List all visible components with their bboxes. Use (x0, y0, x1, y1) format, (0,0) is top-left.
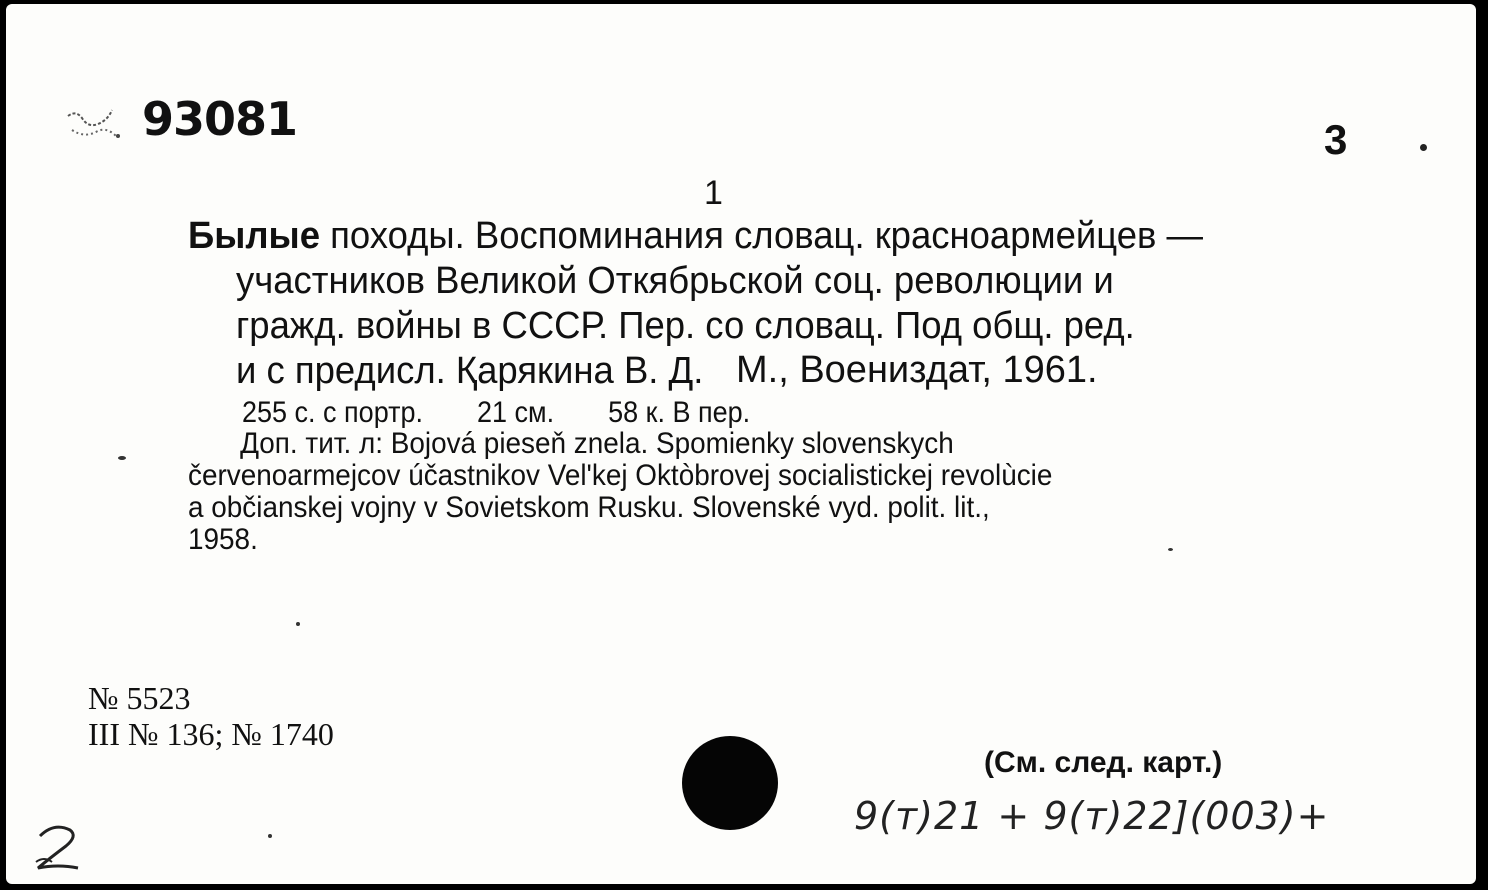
entry-line-4: и с предисл. Қарякина В. Д. (236, 350, 704, 392)
accession-line-2: III № 136; № 1740 (88, 716, 334, 752)
entry-line-3: гражд. войны в СССР. Пер. со словац. Под общ. ред. (236, 305, 1135, 347)
stamp-mark-icon (58, 96, 128, 151)
pages: 255 с. с портр. (242, 396, 423, 429)
volume-number: 1 (704, 174, 723, 212)
title-note (188, 428, 1285, 556)
accession-line-1: № 5523 (88, 680, 191, 716)
dot-mark (1420, 144, 1427, 151)
punch-hole (682, 736, 778, 830)
accession-numbers (88, 680, 334, 752)
note-line-1: Доп. тит. л: Bojová pieseň znela. Spomienky slovenskych (240, 427, 954, 460)
price: 58 к. В пер. (608, 396, 751, 429)
handwritten-mark-icon (26, 818, 90, 878)
physical-description (242, 396, 804, 430)
speck (296, 622, 300, 626)
imprint: М., Воениздат, 1961. (736, 349, 1098, 391)
note-line-3: a občianskej vojny v Sovietskom Rusku. Slovenské vyd. polit. lit., (188, 491, 990, 524)
entry-line-1 (188, 214, 1321, 259)
see-next-card: (См. след. карт.) (984, 746, 1223, 779)
note-line-4: 1958. (188, 523, 258, 556)
handwritten-shelfmark: 9(т)21 + 9(т)22](003)+ (854, 794, 1330, 838)
note-line-2: červenoarmejcov účastnikov Vel'kej Oktòbrovej socialistickej revolùcie (188, 459, 1053, 492)
card-sequence-number: 3 (1324, 116, 1348, 163)
catalog-card (6, 4, 1476, 884)
speck (118, 456, 126, 460)
entry-line-1-text: походы. Воспоминания словац. красноармейцев — (320, 215, 1204, 257)
speck (268, 834, 272, 838)
entry-heading-word: Былые (188, 215, 320, 257)
size: 21 см. (476, 396, 555, 429)
card-number: 93081 (142, 92, 298, 146)
entry-line-2: участников Великой Откябрьской соц. революции и (236, 260, 1114, 302)
speck (1168, 548, 1173, 551)
